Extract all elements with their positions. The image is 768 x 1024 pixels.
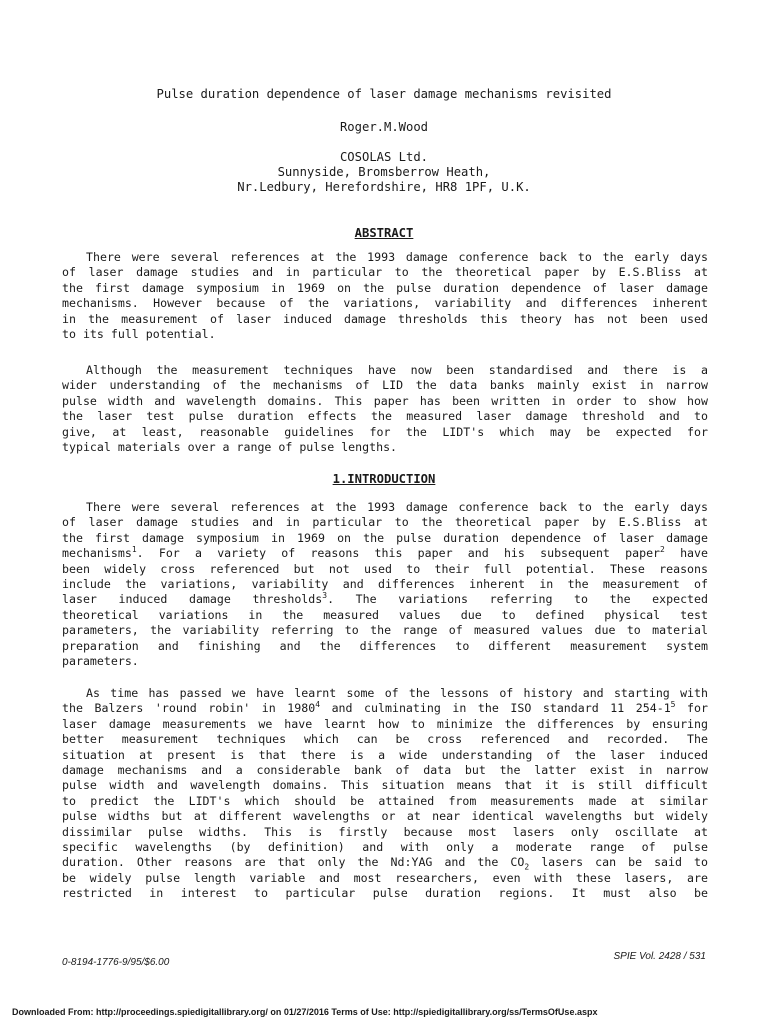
abstract-paragraph-2: [62, 363, 708, 455]
text-line: [62, 701, 708, 716]
text-line: restricted in interest to particular pulse duration regions. It must also be: [62, 886, 708, 901]
text-line: pulse widths but at different wavelengths or at near identical wavelengths but widely: [62, 809, 708, 824]
text-line: pulse width and wavelength domains. This situation means that it is still difficult: [62, 778, 708, 793]
journal-volume-page: SPIE Vol. 2428 / 531: [613, 951, 706, 962]
text-fragment: mechanisms: [62, 546, 132, 561]
reference-superscript: 2: [660, 545, 665, 555]
text-line: laser damage measurements we have learnt how to minimize the differences by ensuring: [62, 716, 708, 731]
text-line: As time has passed we have learnt some of the lessons of history and starting with: [86, 686, 708, 700]
abstract-heading: ABSTRACT: [354, 226, 414, 240]
text-line: mechanisms. However because of the variations, variability and differences inherent: [62, 296, 708, 311]
text-fragment: . The variations referring to the expected: [327, 592, 708, 607]
text-line: of laser damage studies and in particular to the theoretical paper by E.S.Bliss at: [62, 265, 708, 280]
text-line: [62, 855, 708, 870]
affiliation-address-2: Nr.Ledbury, Herefordshire, HR8 1PF, U.K.: [237, 180, 531, 194]
text-line: parameters, the variability referring to the range of measured values due to material: [62, 623, 708, 638]
text-line: better measurement techniques which can be cross referenced and recorded. The: [62, 732, 708, 747]
text-line: in the measurement of laser induced damage thresholds this theory has not been used: [62, 311, 708, 326]
text-line: to its full potential.: [62, 326, 216, 341]
isbn-price: 0-8194-1776-9/95/$6.00: [62, 957, 170, 968]
text-fragment: duration. Other reasons are that only the Nd:YAG and the CO: [62, 855, 525, 870]
text-line: There were several references at the 1993 damage conference back to the early days: [86, 250, 708, 264]
text-line: include the variations, variability and differences inherent in the measurement of: [62, 576, 708, 591]
paper-title: Pulse duration dependence of laser damage mechanisms revisited: [156, 87, 612, 101]
introduction-heading: 1.INTRODUCTION: [332, 472, 436, 486]
reference-superscript: 3: [322, 591, 328, 601]
text-line: Although the measurement techniques have now been standardised and there is a: [86, 363, 708, 377]
text-line: [62, 546, 708, 561]
text-line: the first damage symposium in 1969 on the pulse duration dependence of laser damage: [62, 530, 708, 545]
text-line: of laser damage studies and in particular to the theoretical paper by E.S.Bliss at: [62, 515, 708, 530]
download-notice: Downloaded From: http://proceedings.spiedigitallibrary.org/ on 01/27/2016 Terms of Use: http://spiedigitallibrary.org/ss/TermsOfUse.aspx: [12, 1007, 598, 1017]
text-line: be widely pulse length variable and most researchers, even with these lasers, are: [62, 870, 708, 885]
text-fragment: . For a variety of reasons this paper and his subsequent paper: [136, 546, 661, 561]
text-fragment: lasers can be said to: [529, 855, 708, 870]
affiliation-address-1: Sunnyside, Bromsberrow Heath,: [277, 165, 491, 179]
introduction-paragraph-1: [62, 500, 708, 669]
text-line: pulse width and wavelength domains. This paper has been written in order to show how: [62, 393, 708, 408]
text-fragment: for: [675, 701, 708, 716]
text-line: situation at present is that there is a wide understanding of the laser induced: [62, 747, 708, 762]
text-line: give, at least, reasonable guidelines for the LIDT's which may be expected for: [62, 424, 708, 439]
text-line: damage mechanisms and a considerable bank of data but the latter exist in narrow: [62, 762, 708, 777]
text-line: to predict the LIDT's which should be attained from measurements made at similar: [62, 793, 708, 808]
text-line: specific wavelengths (by definition) and with only a moderate range of pulse: [62, 839, 708, 854]
abstract-paragraph-1: [62, 250, 708, 342]
text-fragment: and culminating in the ISO standard 11 254-1: [320, 701, 671, 716]
text-line: parameters.: [62, 653, 139, 668]
text-line: [62, 592, 708, 607]
text-line: There were several references at the 1993 damage conference back to the early days: [86, 500, 708, 514]
reference-superscript: 5: [670, 700, 676, 710]
text-line: the first damage symposium in 1969 on the pulse duration dependence of laser damage: [62, 280, 708, 295]
text-fragment: laser induced damage thresholds: [62, 592, 323, 607]
affiliation-company: COSOLAS Ltd.: [339, 150, 429, 164]
introduction-paragraph-2: [62, 686, 708, 901]
reference-superscript: 1: [131, 545, 137, 555]
text-line: preparation and finishing and the differences to different measurement system: [62, 638, 708, 653]
text-line: been widely cross referenced but not used to their full potential. These reasons: [62, 561, 708, 576]
author-name: Roger.M.Wood: [339, 120, 429, 134]
text-line: typical materials over a range of pulse lengths.: [62, 439, 398, 454]
text-line: theoretical variations in the measured values due to defined physical test: [62, 607, 708, 622]
text-line: dissimilar pulse widths. This is firstly because most lasers only oscillate at: [62, 824, 708, 839]
text-line: the laser test pulse duration effects the measured laser damage threshold and to: [62, 409, 708, 424]
chemical-subscript: 2: [524, 862, 530, 872]
reference-superscript: 4: [315, 700, 321, 710]
text-fragment: have: [664, 546, 708, 561]
text-line: wider understanding of the mechanisms of LID the data banks mainly exist in narrow: [62, 378, 708, 393]
text-fragment: the Balzers 'round robin' in 1980: [62, 701, 316, 716]
